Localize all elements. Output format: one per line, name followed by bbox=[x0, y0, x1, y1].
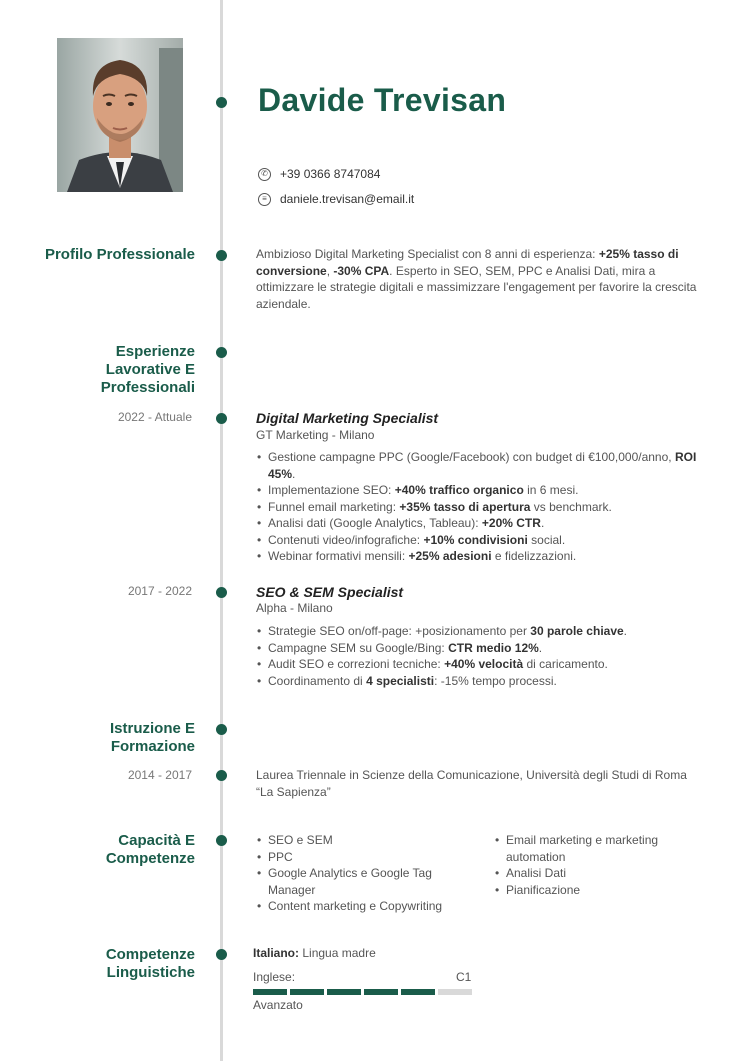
timeline-dot-education-entry bbox=[216, 770, 227, 781]
language-level-segment bbox=[401, 989, 435, 995]
skills-list-1 bbox=[256, 832, 481, 915]
job-company: Alpha - Milano bbox=[256, 601, 333, 615]
timeline-dot-header bbox=[216, 97, 227, 108]
section-title-skills bbox=[106, 832, 195, 868]
section-title-line: Capacità E bbox=[118, 832, 195, 849]
job-bullet: • Analisi dati (Google Analytics, Tableau): +20% CTR. bbox=[256, 515, 706, 532]
section-title-line: Competenze bbox=[105, 850, 195, 867]
language-level-segment bbox=[438, 989, 472, 995]
language-level-segment bbox=[253, 989, 287, 995]
timeline-dot-education bbox=[216, 724, 227, 735]
profile-highlight: -30% CPA bbox=[333, 263, 390, 278]
skill-item: • Google Analytics e Google Tag Manager bbox=[256, 865, 481, 898]
phone-text[interactable]: +39 0366 8747084 bbox=[280, 167, 381, 181]
job-bullet: • Funnel email marketing: +35% tasso di apertura vs benchmark. bbox=[256, 499, 706, 516]
section-title-line: Lavorative E bbox=[105, 361, 195, 378]
timeline-line bbox=[220, 0, 223, 1061]
timeline-dot-job-2 bbox=[216, 587, 227, 598]
skill-item: • Pianificazione bbox=[494, 882, 694, 899]
section-title-line: Competenze bbox=[105, 946, 195, 963]
language-level-bar bbox=[253, 989, 472, 995]
skill-item: • Email marketing e marketing automation bbox=[494, 832, 694, 865]
email-text[interactable]: daniele.trevisan@email.it bbox=[280, 192, 415, 206]
contact-phone[interactable] bbox=[258, 167, 380, 181]
job-title: Digital Marketing Specialist bbox=[256, 410, 439, 426]
section-title-profile: Profilo Professionale bbox=[44, 246, 195, 263]
profile-text: , bbox=[326, 263, 334, 278]
language-english-desc: Avanzato bbox=[253, 998, 303, 1012]
phone-icon: ✆ bbox=[258, 168, 271, 181]
language-english-label: Inglese: bbox=[253, 970, 296, 984]
timeline-dot-skills bbox=[216, 835, 227, 846]
candidate-name: Davide Trevisan bbox=[258, 82, 507, 118]
language-italian bbox=[253, 946, 376, 960]
job-date: 2017 - 2022 bbox=[127, 584, 192, 598]
job-bullet: • Strategie SEO on/off-page: +posizionamento per 30 parole chiave. bbox=[256, 623, 706, 640]
job-date: 2022 - Attuale bbox=[117, 410, 192, 424]
section-title-line: Istruzione E bbox=[109, 720, 195, 737]
section-title-line: Formazione bbox=[110, 738, 195, 755]
section-title-languages bbox=[106, 946, 195, 982]
language-english-level: C1 bbox=[456, 970, 472, 984]
timeline-dot-languages bbox=[216, 949, 227, 960]
skill-item: • Content marketing e Copywriting bbox=[256, 898, 481, 915]
skills-list-2 bbox=[494, 832, 694, 898]
profile-text: Ambizioso Digital Marketing Specialist con 8 anni di esperienza: bbox=[256, 247, 599, 261]
section-title-line: Professionali bbox=[100, 379, 195, 396]
job-bullets bbox=[256, 623, 706, 689]
job-bullet: • Implementazione SEO: +40% traffico organico in 6 mesi. bbox=[256, 482, 706, 499]
profile-text: . Esperto in SEO, SEM, PPC e Analisi Dati, mira a ottimizzare le strategie digitali e massimizzare l'engagement per favorire la crescita aziendale. bbox=[256, 263, 697, 311]
education-line: Laurea Triennale in Scienze della Comunicazione, Università degli Studi di Roma bbox=[256, 768, 687, 782]
skill-item: • PPC bbox=[256, 849, 481, 866]
contact-email[interactable] bbox=[258, 192, 414, 206]
timeline-dot-experience bbox=[216, 347, 227, 358]
skill-item: • Analisi Dati bbox=[494, 865, 694, 882]
job-company: GT Marketing - Milano bbox=[256, 428, 375, 442]
profile-photo bbox=[57, 38, 183, 192]
language-level-segment bbox=[290, 989, 324, 995]
timeline-dot-job-1 bbox=[216, 413, 227, 424]
section-title-line: Linguistiche bbox=[106, 964, 195, 981]
language-level: Lingua madre bbox=[302, 946, 376, 960]
email-icon: ≡ bbox=[258, 193, 271, 206]
job-bullet: • Webinar formativi mensili: +25% adesioni e fidelizzazioni. bbox=[256, 548, 706, 565]
section-title-experience bbox=[101, 343, 195, 397]
timeline-dot-profile bbox=[216, 250, 227, 261]
language-label: Italiano: bbox=[253, 946, 300, 960]
job-bullets bbox=[256, 449, 706, 565]
education-line: “La Sapienza” bbox=[256, 784, 331, 799]
profile-summary bbox=[256, 246, 701, 312]
job-bullet: • Contenuti video/infografiche: +10% condivisioni social. bbox=[256, 532, 706, 549]
job-title: SEO & SEM Specialist bbox=[256, 584, 404, 600]
skill-item: • SEO e SEM bbox=[256, 832, 481, 849]
job-bullet: • Coordinamento di 4 specialisti: -15% tempo processi. bbox=[256, 673, 706, 690]
language-level-segment bbox=[327, 989, 361, 995]
job-bullet: • Audit SEO e correzioni tecniche: +40% velocità di caricamento. bbox=[256, 656, 706, 673]
profile-highlight: +25% tasso di conversione bbox=[256, 247, 679, 278]
job-bullet: • Gestione campagne PPC (Google/Facebook) con budget di €100,000/anno, ROI 45%. bbox=[256, 449, 706, 482]
section-title-education bbox=[110, 720, 195, 756]
section-title-line: Esperienze bbox=[115, 343, 195, 360]
job-bullet: • Campagne SEM su Google/Bing: CTR medio 12%. bbox=[256, 640, 706, 657]
education-date: 2014 - 2017 bbox=[127, 768, 192, 782]
language-level-segment bbox=[364, 989, 398, 995]
education-description bbox=[256, 767, 706, 800]
